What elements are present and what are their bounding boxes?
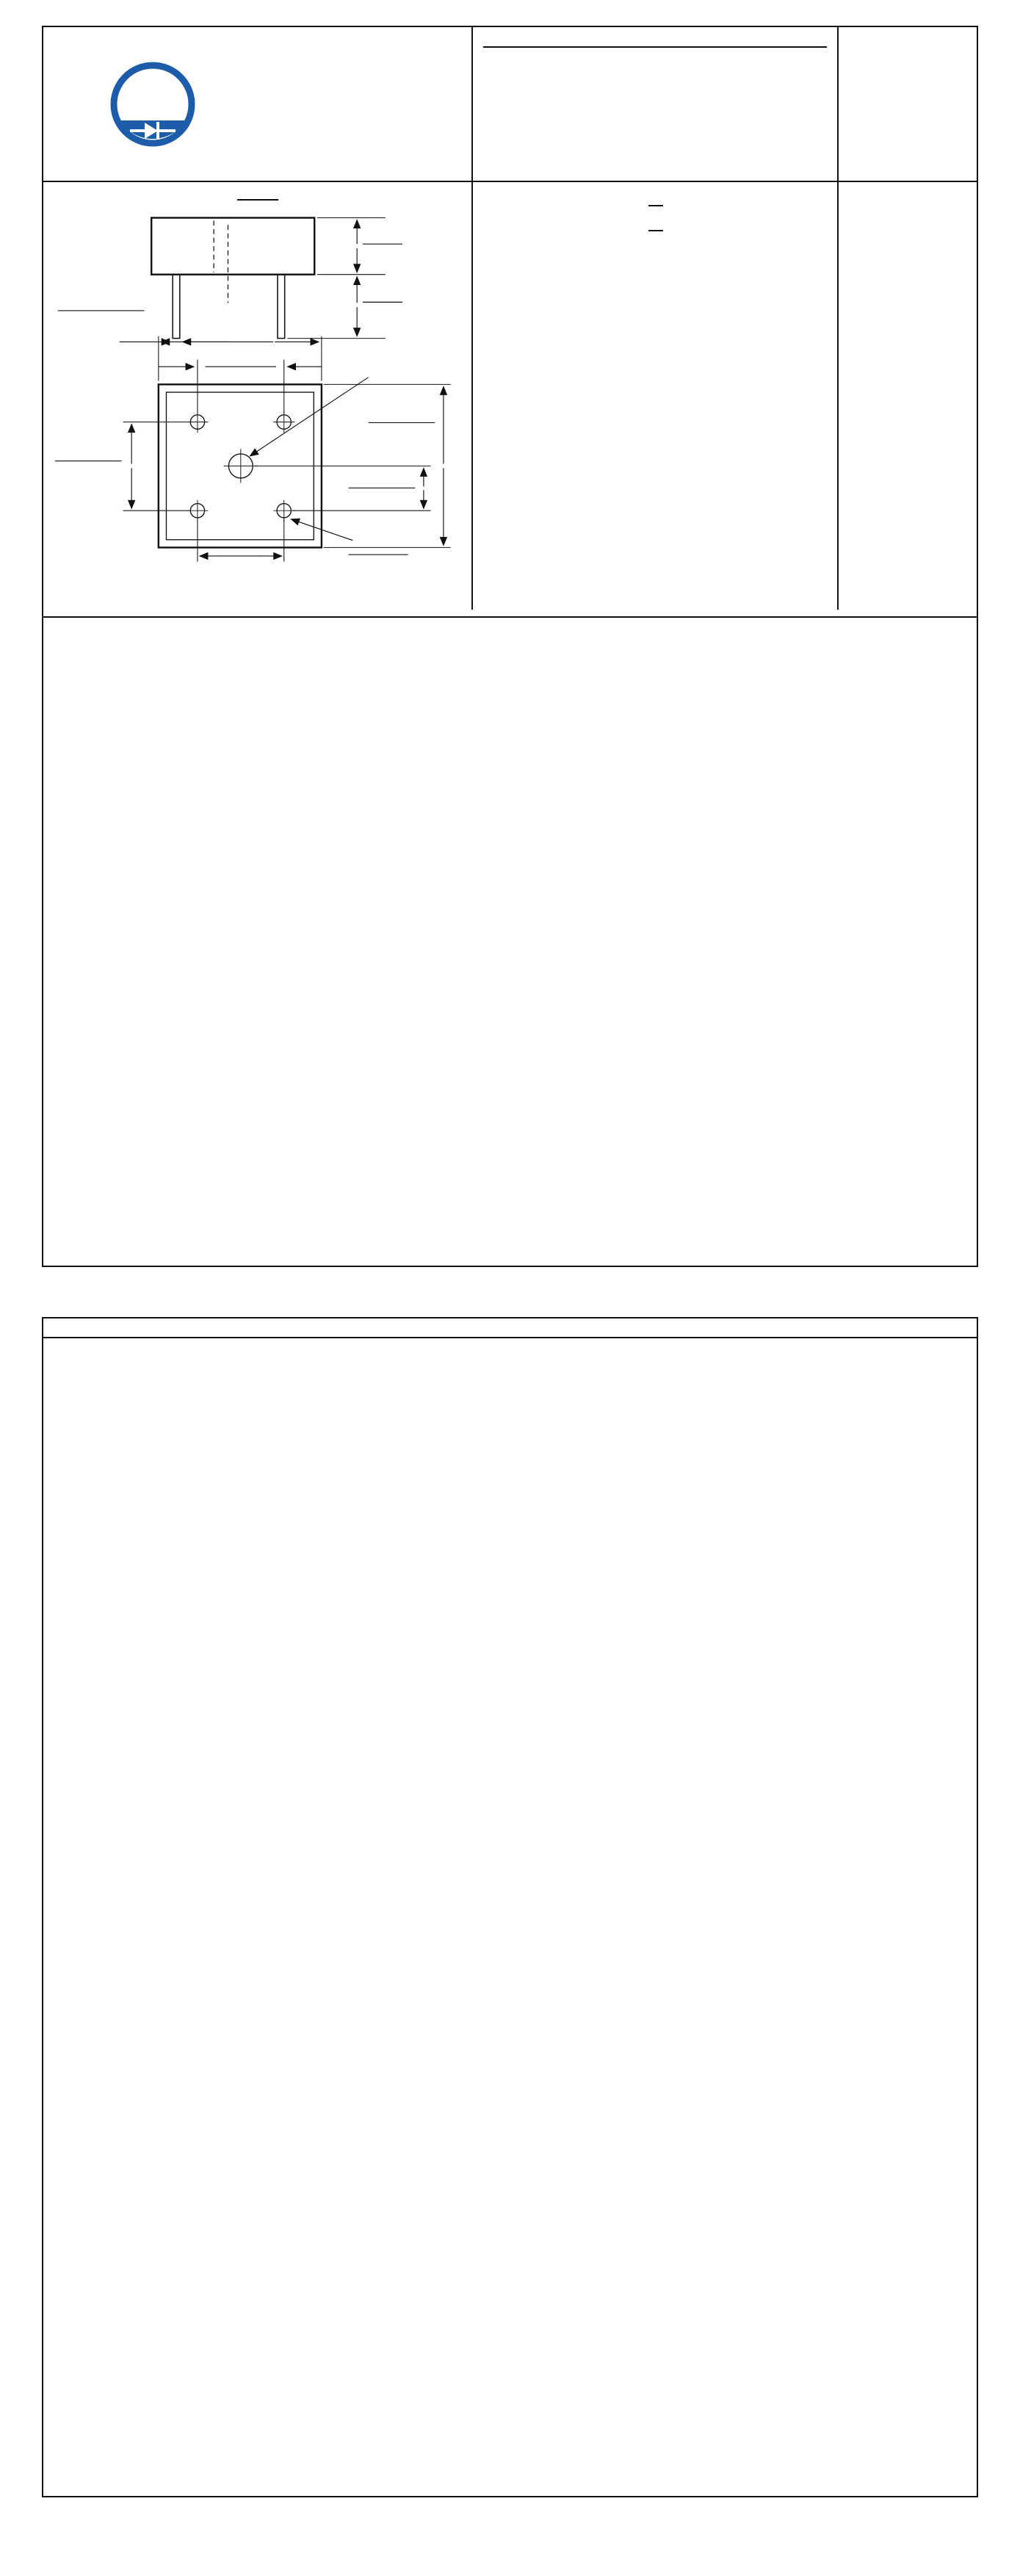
mechanical-heading-text [648,227,663,231]
mechanical-data-section [492,222,820,235]
package-outline-drawing [52,207,463,576]
mechanical-heading [492,222,820,235]
datasheet-page-1 [42,26,978,1267]
features-heading-text [648,202,663,206]
max-ratings-title [43,610,977,618]
features-heading [492,197,820,210]
brand-logo [43,27,473,181]
curves-title [43,1318,977,1338]
package-name [237,197,278,201]
notes-section [43,629,977,637]
brand-logo-icon [108,59,198,149]
package-drawing-column [43,182,473,610]
divider [483,46,827,48]
header [43,27,977,182]
upper-columns [43,182,977,610]
characteristic-charts [43,1338,977,1368]
datasheet-page-2 [42,1317,978,2497]
ratings-intro [43,618,977,629]
features-column [473,182,839,610]
title-block [473,27,839,181]
